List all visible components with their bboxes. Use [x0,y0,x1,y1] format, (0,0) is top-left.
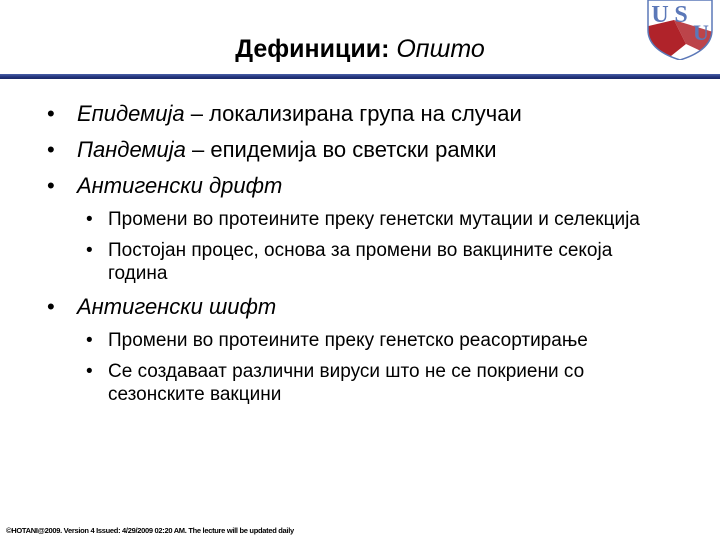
bullet-term: Пандемија [77,137,186,162]
sub-bullet-text: Промени во протеините преку генетски мутации и селекција [108,209,640,230]
sub-bullet-text: Промени во протеините преку генетско реасортирање [108,330,588,351]
bullet-pandemic [0,136,720,164]
bullet-text: – локализирана група на случаи [184,101,522,126]
bullet-term: Антигенски дрифт [77,173,283,198]
sub-bullet-shift-new-viruses [0,360,668,406]
bullet-epidemic [0,100,720,128]
bullet-glyph: • [47,294,55,319]
bullet-glyph: • [47,137,55,162]
bullet-term: Антигенски шифт [77,294,277,319]
title-underline-bar [0,74,720,79]
sub-bullet-text: Постојан процес, основа за промени во вакцините секоја година [108,240,613,284]
slide-title [0,34,720,64]
bullet-glyph: • [47,101,55,126]
title-bold-part: Дефиниции: [235,35,390,63]
bullet-antigenic-drift [0,172,720,200]
logo-letter-2: S [674,2,688,28]
bullet-antigenic-shift [0,293,720,321]
bullet-list [0,100,720,414]
title-italic-part: Општо [396,35,485,63]
bullet-glyph: • [47,173,55,198]
sub-bullet-glyph: • [86,240,93,261]
sub-bullet-drift-vaccines [0,239,668,285]
sub-bullet-text: Се создаваат различни вируси што не се покриени со сезонските вакцини [108,361,585,405]
sub-bullet-glyph: • [86,209,93,230]
university-shield-logo [640,0,720,60]
sub-bullet-shift-reassortment [0,329,668,352]
logo-letter-3: U [693,20,709,45]
bullet-term: Епидемија [77,101,185,126]
footer-copyright: ©HOTANI@2009. Version 4 Issued: 4/29/2009 02:20 AM. The lecture will be updated daily [6,526,294,535]
logo-letter-1: U [651,2,669,28]
sub-bullet-glyph: • [86,330,93,351]
sub-bullet-drift-mutations [0,208,668,231]
sub-bullet-glyph: • [86,361,93,382]
bullet-text: – епидемија во светски рамки [185,137,497,162]
